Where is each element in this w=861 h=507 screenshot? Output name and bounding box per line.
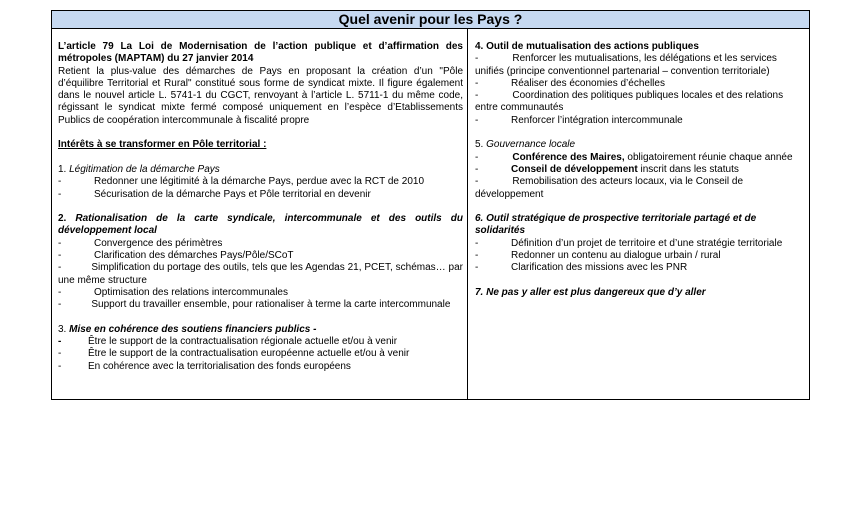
info-table	[51, 10, 810, 400]
section-4-heading: 4. Outil de mutualisation des actions publiques	[475, 41, 699, 52]
table-body	[52, 29, 809, 399]
list-item: - Conseil de développement inscrit dans les statuts	[475, 163, 739, 175]
list-item: - Clarification des missions avec les PNR	[475, 262, 688, 274]
list-item: - Renforcer les mutualisations, les délégations et les services unifiés (principe conventionnel partenarial – convention territoriale)	[475, 53, 777, 77]
list-item: - Simplification du portage des outils, tels que les Agendas 21, PCET, schémas… par une même structure	[58, 262, 463, 286]
intro-text: Retient la plus-value des démarches de Pays en proposant la création d’un "Pôle d’équilibre Territorial et Rural" constitué sous forme de syndicat mixte. Il figure également dans le nouvel article L. 5741-1 du CGCT, renvoyant à l’article L. 5711-1 du même code, régissant le syndicat mixte fermé composé uniquement en l’espèce d’Etablissements Publics de coopération intercommunale à fiscalité propre	[58, 65, 463, 126]
list-item: - Convergence des périmètres	[58, 237, 223, 249]
section-6-heading: 6. Outil stratégique de prospective territoriale partagé et de solidarités	[475, 213, 757, 237]
section-7-heading: 7. Ne pas y aller est plus dangereux que d’y aller	[475, 286, 706, 298]
list-item: - Remobilisation des acteurs locaux, via le Conseil de développement	[475, 176, 744, 200]
list-item: - Redonner un contenu au dialogue urbain / rural	[475, 250, 721, 262]
table-title: Quel avenir pour les Pays ?	[52, 11, 809, 29]
list-item: - Optimisation des relations intercommunales	[58, 286, 288, 298]
list-item: - Support du travailler ensemble, pour rationaliser à terme la carte intercommunale	[58, 299, 451, 311]
list-item: - Redonner une légitimité à la démarche Pays, perdue avec la RCT de 2010	[58, 176, 425, 188]
list-item: - Conférence des Maires, obligatoirement réunie chaque année	[475, 151, 793, 163]
section-5-heading: 5. Gouvernance locale	[475, 139, 576, 151]
list-item: - Définition d’un projet de territoire et d’une stratégie territoriale	[475, 237, 783, 249]
list-item: - Être le support de la contractualisation régionale actuelle et/ou à venir	[58, 336, 398, 348]
list-item: - Être le support de la contractualisation européenne actuelle et/ou à venir	[58, 348, 410, 360]
right-column	[469, 29, 809, 399]
list-item: - Coordination des politiques publiques locales et des relations entre communautés	[475, 90, 784, 114]
left-column	[52, 29, 468, 399]
list-item: - Réaliser des économies d’échelles	[475, 77, 665, 89]
section-3-heading: 3. Mise en cohérence des soutiens financiers publics -	[58, 323, 317, 335]
section-2-heading: 2. Rationalisation de la carte syndicale, intercommunale et des outils du développement local	[58, 213, 463, 237]
list-item: - Clarification des démarches Pays/Pôle/SCoT	[58, 250, 294, 262]
intro-heading: L’article 79 La Loi de Modernisation de l’action publique et d’affirmation des métropoles (MAPTAM) du 27 janvier 2014	[58, 41, 463, 65]
interests-heading: Intérêts à se transformer en Pôle territorial :	[58, 139, 267, 151]
list-item: - Sécurisation de la démarche Pays et Pôle territorial en devenir	[58, 188, 371, 200]
section-1-heading: 1. Légitimation de la démarche Pays	[58, 163, 220, 175]
list-item: - Renforcer l’intégration intercommunale	[475, 114, 683, 126]
list-item: - En cohérence avec la territorialisation des fonds européens	[58, 360, 351, 372]
